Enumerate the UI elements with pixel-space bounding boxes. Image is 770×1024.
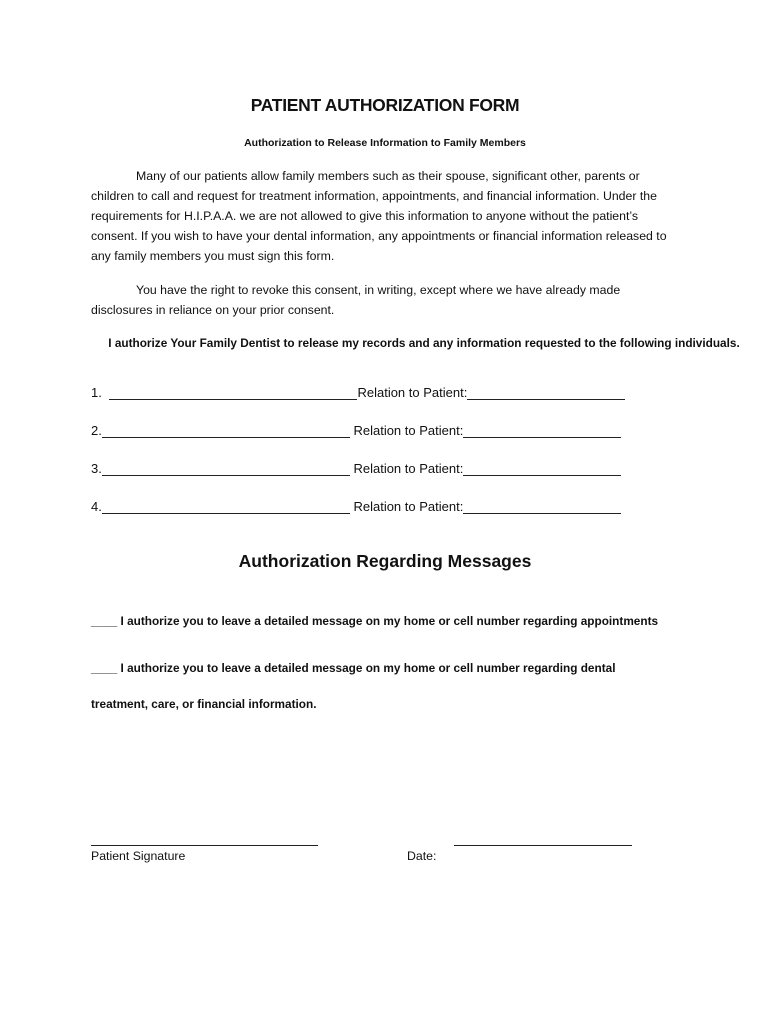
message-option-dental-line1[interactable]: ____ I authorize you to leave a detailed message on my home or cell number regarding dental (91, 661, 616, 675)
individual-row-1 (91, 385, 625, 400)
relation-label: Relation to Patient: (353, 423, 464, 438)
row-number: 1. (91, 385, 102, 400)
individual-row-3 (91, 461, 621, 476)
revoke-paragraph (91, 280, 676, 320)
relation-label: Relation to Patient: (357, 385, 468, 400)
individual-name-field[interactable] (102, 461, 350, 476)
row-number: 3. (91, 461, 102, 476)
form-subtitle: Authorization to Release Information to Family Members (244, 137, 526, 149)
intro-paragraph-text: Many of our patients allow family members such as their spouse, significant other, parents or children to call and request for treatment information, appointments, and financial information. Under the requirements for H.I.P.A.A. we are not allowed to give this information to anyone without the patient’s consent. If you wish to have your dental information, any appointments or financial information released to any family members you must sign this form. (91, 169, 667, 263)
row-number: 4. (91, 499, 102, 514)
relation-field[interactable] (463, 423, 621, 438)
relation-label: Relation to Patient: (353, 499, 464, 514)
relation-label: Relation to Patient: (353, 461, 464, 476)
individual-name-field[interactable] (109, 385, 357, 400)
individual-row-2 (91, 423, 621, 438)
date-label: Date: (407, 849, 437, 863)
message-option-dental-line2: treatment, care, or financial information. (91, 697, 317, 711)
row-number: 2. (91, 423, 102, 438)
messages-heading: Authorization Regarding Messages (238, 551, 532, 571)
individual-row-4 (91, 499, 621, 514)
individual-name-field[interactable] (102, 499, 350, 514)
date-line[interactable] (454, 845, 632, 846)
revoke-paragraph-text: You have the right to revoke this consent, in writing, except where we have already made disclosures in reliance on your prior consent. (91, 283, 621, 317)
message-option-appointments[interactable]: ____ I authorize you to leave a detailed message on my home or cell number regarding appointments (91, 614, 659, 628)
relation-field[interactable] (467, 385, 625, 400)
authorization-statement: I authorize Your Family Dentist to release my records and any information requested to the following individuals. (108, 336, 740, 350)
patient-signature-line[interactable] (91, 845, 318, 846)
individual-name-field[interactable] (102, 423, 350, 438)
relation-field[interactable] (463, 461, 621, 476)
intro-paragraph (91, 166, 676, 266)
patient-signature-label: Patient Signature (91, 849, 186, 863)
relation-field[interactable] (463, 499, 621, 514)
form-title: PATIENT AUTHORIZATION FORM (250, 95, 520, 115)
